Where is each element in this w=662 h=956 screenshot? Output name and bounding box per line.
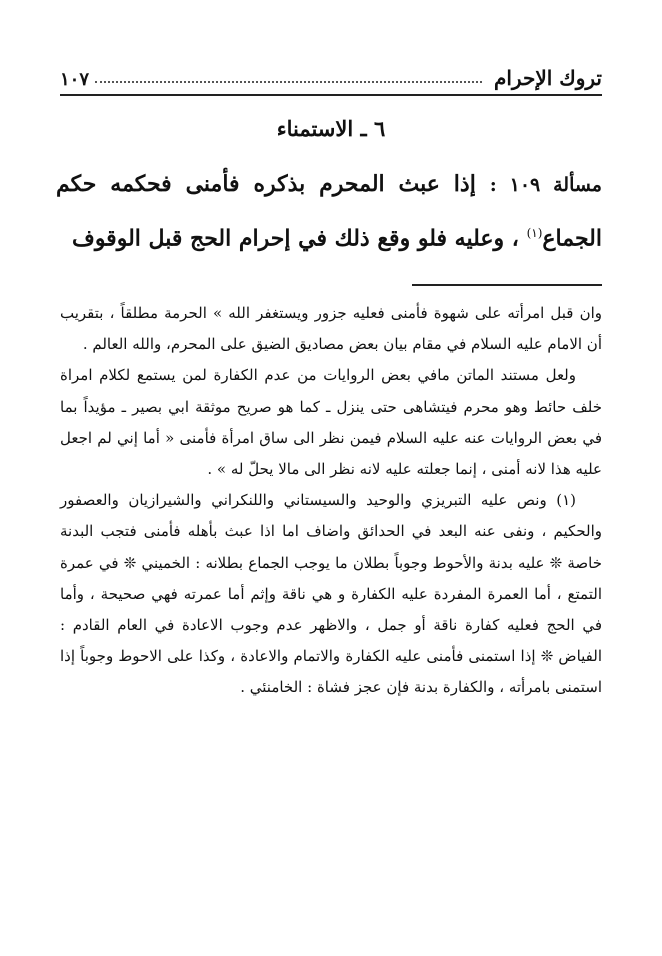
footnote-separator (412, 284, 602, 286)
masala-label: مسألة ١٠٩ : (489, 174, 602, 196)
page-number: ١٠٧ (60, 69, 90, 90)
footnote-marker: (١) (526, 226, 543, 240)
footnote-1: (١) ونص عليه التبريزي والوحيد والسيستاني واللنكراني والشيرازيان والعصفور والحكيم ، ونفى عنه البعد في الحدائق واضاف اما اذا عبث بأهله فأمنى فتجب البدنة خاصة ❊ عليه بدنة والأحوط وجوباً بطلان ما يوجب الجماع بطلانه : الخميني ❊ في عمرة التمتع ، أما العمرة المفردة عليه الكفارة و هي ناقة وإثم أما عمرته فهي صحيحة ، وأما في الحج فعليه كفارة ناقة أو جمل ، والاظهر عدم وجوب الاعادة في العام القادم : الفياض ❊ إذا استمنى فأمنى عليه الكفارة والاتمام والاعادة ، وكذا على الاحوط وجوباً إذا استمنى بامرأته ، والكفارة بدنة فإن عجز فشاة : الخامنئي . (60, 491, 602, 697)
continuation-paragraph-2: ولعل مستند الماتن مافي بعض الروايات من عدم الكفارة لمن يستمع لكلام امراة خلف حائط وهو محرم فيتشاهى حتى ينزل ـ كما هو صريح موثقة ابي بصير ـ مؤيداً بما في بعض الروايات عنه عليه السلام فيمن نظر الى ساق امرأة فأمنى « أما إني لم اجعل عليه هذا لانه أمنى ، إنما جعلته عليه لانه نظر الى مالا يحلّ له » . (60, 366, 602, 479)
header-rule (60, 94, 602, 96)
masala-paragraph (56, 160, 602, 262)
masala-text-part2: ، وعليه فلو وقع ذلك في إحرام الحج قبل الوقوف (72, 225, 519, 252)
footnote-area (60, 298, 602, 704)
masala-text-part1: إذا عبث المحرم بذكره فأمنى فحكمه حكم الجماع (56, 171, 602, 252)
section-title: ٦ ـ الاستمناء (276, 116, 386, 141)
chapter-title: تروك الإحرام (493, 66, 602, 90)
continuation-paragraph-1: وان قبل امرأته على شهوة فأمنى فعليه جزور ويستغفر الله » الحرمة مطلقاً ، بتقريب أن الامام عليه السلام في مقام بيان بعض مصاديق الضيق على المحرم، والله العالم . (60, 304, 602, 354)
running-header (60, 60, 602, 90)
header-dot-leader (95, 81, 482, 83)
